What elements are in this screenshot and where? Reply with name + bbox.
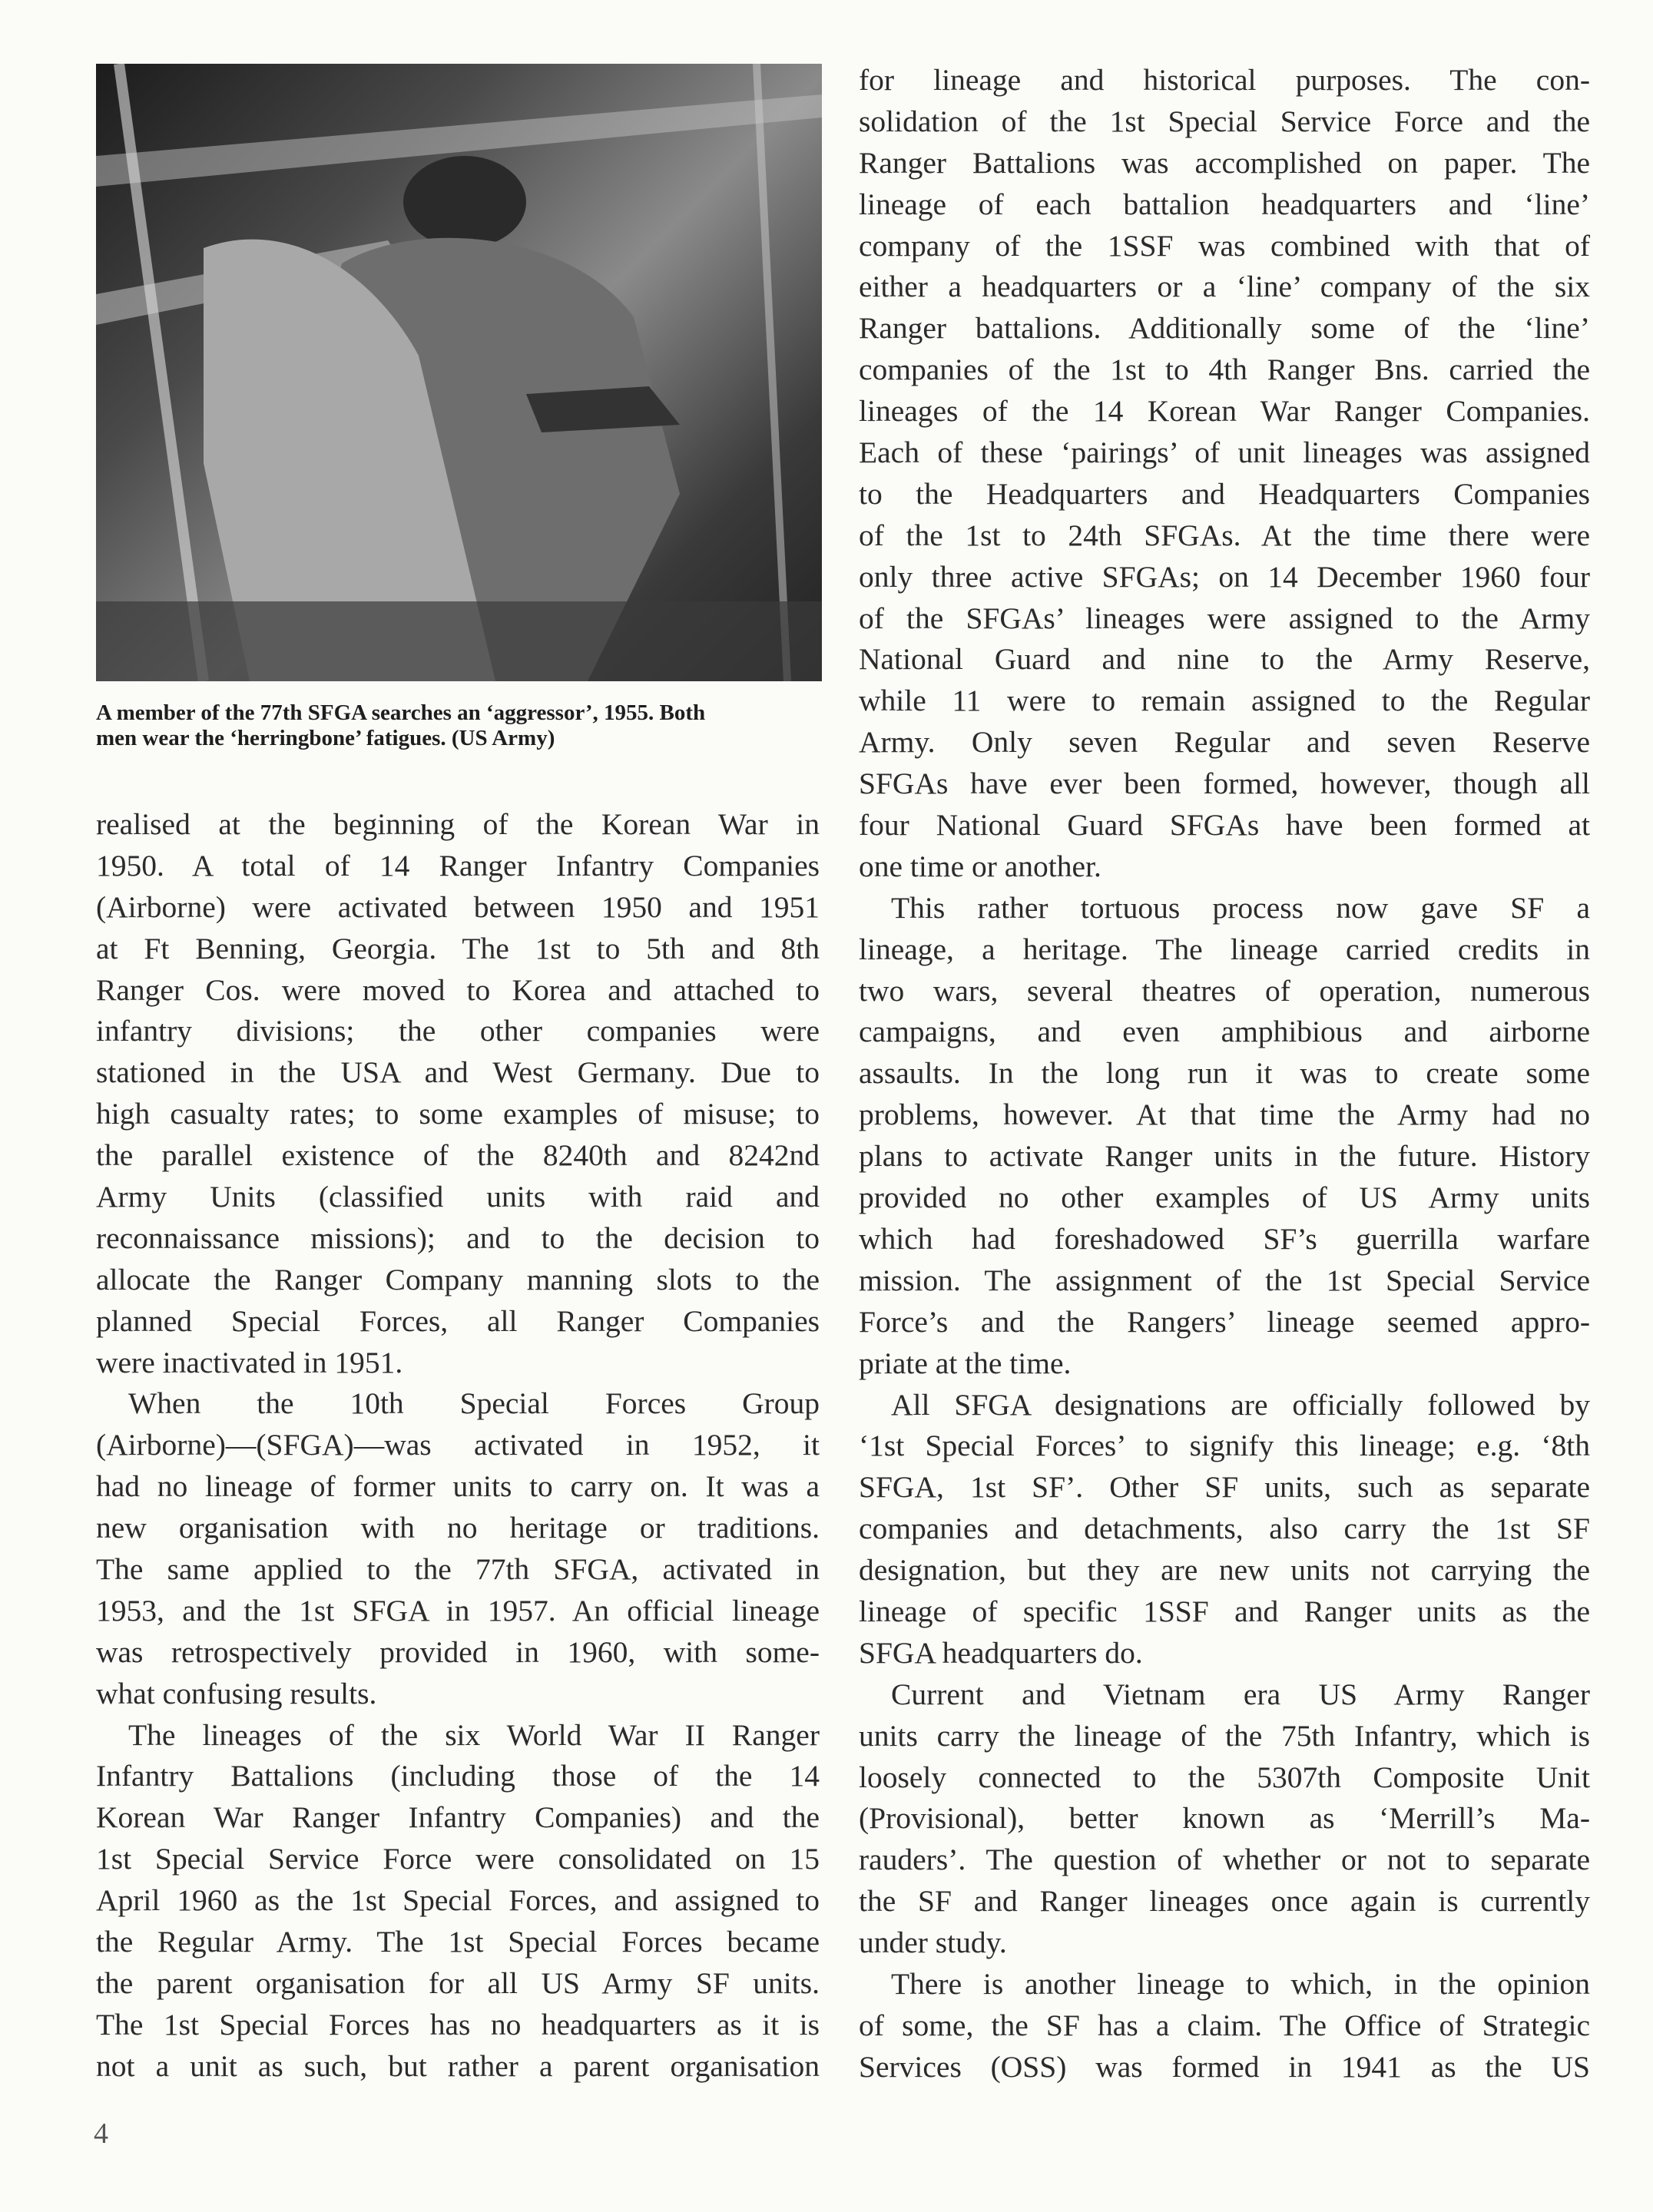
text-line: The same applied to the 77th SFGA, activated in [96,1552,820,1587]
text-line: stationed in the USA and West Germany. Due to [96,1055,820,1090]
text-line: The lineages of the six World War II Ranger [128,1717,820,1752]
text-line: Korean War Ranger Infantry Companies) and the [96,1800,820,1835]
text-line: the Regular Army. The 1st Special Forces became [96,1925,820,1959]
text-line: lineage of specific 1SSF and Ranger units as the [859,1594,1590,1628]
text-line: two wars, several theatres of operation, numerous [859,973,1590,1008]
text-line: of some, the SF has a claim. The Office of Strategic [859,2008,1590,2042]
text-line: Army. Only seven Regular and seven Reserve [859,725,1590,760]
text-line: companies of the 1st to 4th Ranger Bns. carried the [859,353,1590,387]
text-line: of the 1st to 24th SFGAs. At the time there were [859,518,1590,552]
paragraph [859,1385,1590,1674]
text-line: rauders’. The question of whether or not to separate [859,1843,1590,1877]
photo-caption [96,700,826,751]
text-line: lineages of the 14 Korean War Ranger Companies. [859,394,1590,429]
text-line: companies and detachments, also carry the 1st SF [859,1512,1590,1546]
text-line: 1953, and the 1st SFGA in 1957. An official lineage [96,1593,820,1628]
caption-line: men wear the ‘herringbone’ fatigues. (US Army) [96,726,555,750]
text-line: Each of these ‘pairings’ of unit lineages was assigned [859,435,1590,470]
text-line: SFGAs have ever been formed, however, though all [859,767,1590,801]
text-line: April 1960 as the 1st Special Forces, and assigned to [96,1883,820,1918]
text-line: allocate the Ranger Company manning slots to the [96,1262,820,1296]
text-line: assaults. In the long run it was to create some [859,1056,1590,1091]
text-line: This rather tortuous process now gave SF a [891,890,1590,925]
text-line: Force’s and the Rangers’ lineage seemed appro- [859,1304,1590,1339]
text-line: All SFGA designations are officially followed by [891,1387,1590,1422]
text-line: designation, but they are new units not carrying the [859,1553,1590,1588]
text-line: The 1st Special Forces has no headquarters as it is [96,2007,820,2041]
text-line: either a headquarters or a ‘line’ company of the six [859,270,1590,304]
text-line: (Provisional), better known as ‘Merrill’s Ma- [859,1801,1590,1836]
text-line: the parent organisation for all US Army SF units. [96,1965,820,2000]
text-line: company of the 1SSF was combined with that of [859,228,1590,263]
text-line: solidation of the 1st Special Service Force and the [859,104,1590,138]
text-line: under study. [859,1926,1007,1960]
text-line: (Airborne) were activated between 1950 and 1951 [96,889,820,924]
text-line: SFGA, 1st SF’. Other SF units, such as separate [859,1470,1590,1505]
text-line: mission. The assignment of the 1st Special Service [859,1263,1590,1297]
text-line: 1950. A total of 14 Ranger Infantry Companies [96,848,820,882]
text-line: planned Special Forces, all Ranger Companies [96,1303,820,1338]
left-column [96,804,820,2088]
text-line: Ranger Cos. were moved to Korea and attached to [96,972,820,1007]
text-line: units carry the lineage of the 75th Infantry, which is [859,1718,1590,1753]
text-line: to the Headquarters and Headquarters Companies [859,476,1590,511]
text-line: of the SFGAs’ lineages were assigned to the Army [859,601,1590,635]
photo-soldier-search [96,64,822,681]
text-line: for lineage and historical purposes. The con- [859,63,1590,97]
text-line: infantry divisions; the other companies were [96,1014,820,1048]
text-line: Ranger Battalions was accomplished on paper. The [859,145,1590,180]
photo-illustration [96,64,822,681]
text-line: one time or another. [859,849,1101,883]
paragraph [859,1674,1590,1964]
text-line: four National Guard SFGAs have been formed at [859,808,1590,843]
text-line: When the 10th Special Forces Group [128,1386,820,1421]
text-line: There is another lineage to which, in the opinion [891,1966,1590,2001]
paragraph [859,888,1590,1385]
text-line: new organisation with no heritage or traditions. [96,1511,820,1545]
text-line: lineage, a heritage. The lineage carried credits in [859,932,1590,966]
text-line: the SF and Ranger lineages once again is currently [859,1884,1590,1919]
right-column [859,60,1590,2088]
text-line: plans to activate Ranger units in the future. History [859,1139,1590,1174]
text-line: 1st Special Service Force were consolidated on 15 [96,1842,820,1876]
text-line: priate at the time. [859,1346,1072,1380]
text-line: provided no other examples of US Army units [859,1181,1590,1215]
caption-line: A member of the 77th SFGA searches an ‘aggressor’, 1955. Both [96,700,706,725]
paragraph [96,1383,820,1714]
text-line: problems, however. At that time the Army had no [859,1098,1590,1132]
paragraph [96,1715,820,2088]
text-line: ‘1st Special Forces’ to signify this lineage; e.g. ‘8th [859,1429,1590,1463]
text-line: the parallel existence of the 8240th and 8242nd [96,1138,820,1173]
page-number: 4 [94,2118,108,2150]
text-line: were inactivated in 1951. [96,1345,403,1379]
text-line: what confusing results. [96,1676,377,1710]
text-line: Current and Vietnam era US Army Ranger [891,1677,1590,1711]
text-line: only three active SFGAs; on 14 December 1960 four [859,559,1590,594]
paragraph [96,804,820,1383]
text-line: Infantry Battalions (including those of the 14 [96,1759,820,1793]
text-line: SFGA headquarters do. [859,1635,1143,1670]
text-line: reconnaissance missions); and to the decision to [96,1220,820,1255]
text-line: realised at the beginning of the Korean War in [96,807,820,841]
text-line: (Airborne)—(SFGA)—was activated in 1952, it [96,1428,820,1462]
text-line: which had foreshadowed SF’s guerrilla warfare [859,1221,1590,1256]
text-line: at Ft Benning, Georgia. The 1st to 5th and 8th [96,931,820,965]
text-line: loosely connected to the 5307th Composite Unit [859,1760,1590,1794]
text-line: campaigns, and even amphibious and airborne [859,1015,1590,1049]
paragraph [859,1964,1590,2088]
text-line: not a unit as such, but rather a parent organisation [96,2048,820,2083]
text-line: Services (OSS) was formed in 1941 as the US [859,2049,1590,2084]
text-line: Army Units (classified units with raid and [96,1180,820,1214]
text-line: lineage of each battalion headquarters and ‘line’ [859,187,1590,221]
text-line: high casualty rates; to some examples of misuse; to [96,1097,820,1131]
text-line: National Guard and nine to the Army Reserve, [859,642,1590,677]
text-line: while 11 were to remain assigned to the Regular [859,684,1590,718]
text-line: had no lineage of former units to carry on. It was a [96,1469,820,1504]
text-line: was retrospectively provided in 1960, with some- [96,1634,820,1669]
text-line: Ranger battalions. Additionally some of the ‘line’ [859,311,1590,346]
paragraph [859,60,1590,888]
